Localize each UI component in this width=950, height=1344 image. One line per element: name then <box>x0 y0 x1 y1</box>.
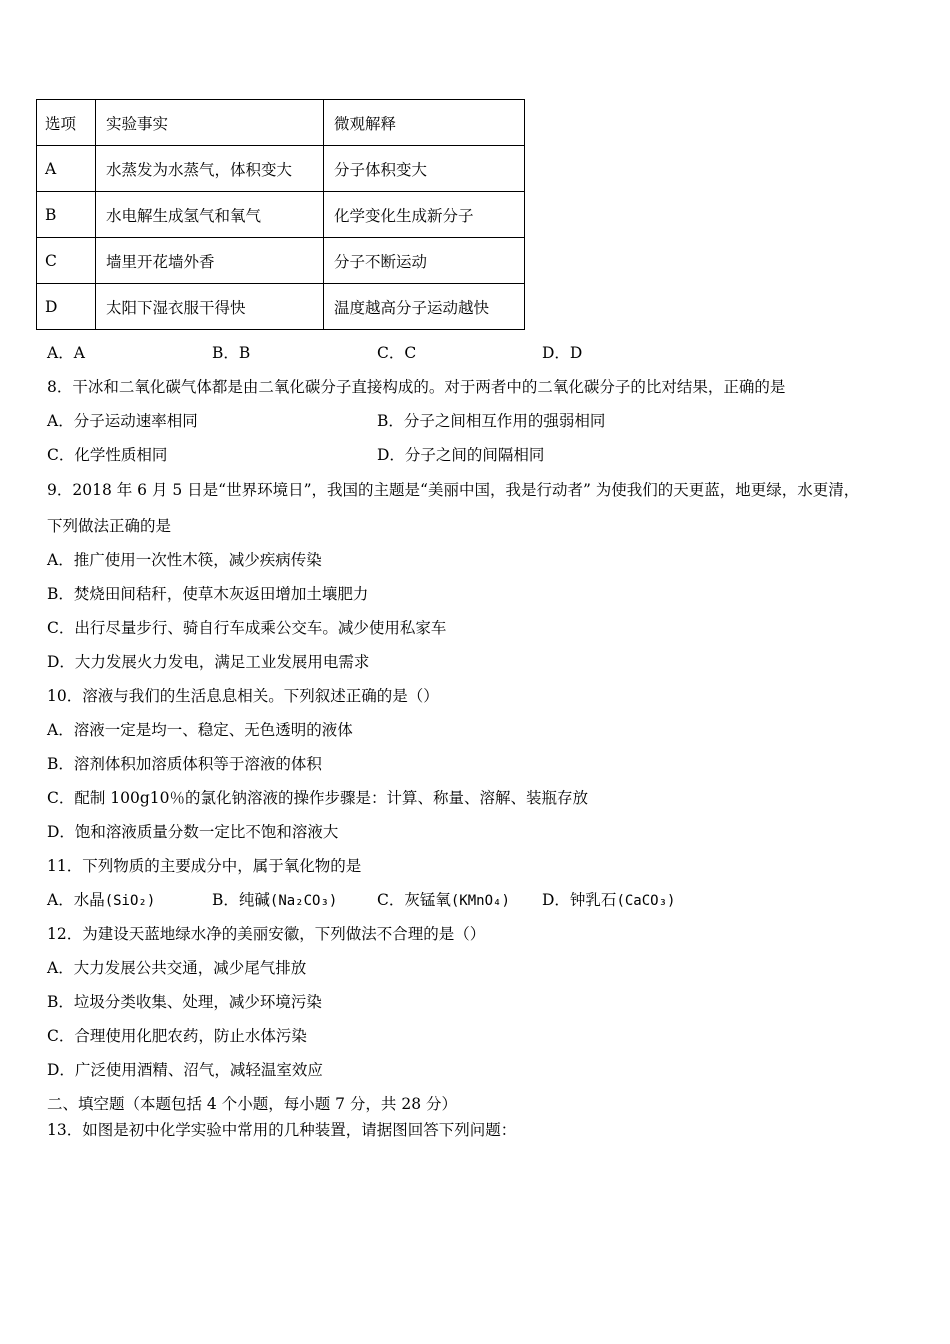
q7-choice-b: B．B <box>212 344 251 362</box>
table-cell: 温度越高分子运动越快 <box>324 284 525 330</box>
q8-option-c: C．化学性质相同 <box>47 446 168 464</box>
q9-option-a: A．推广使用一次性木筷，减少疾病传染 <box>47 551 322 569</box>
q11-option-d-formula: (CaCO₃) <box>616 893 676 909</box>
q11-stem: 11．下列物质的主要成分中，属于氧化物的是 <box>47 857 362 875</box>
q9-option-d: D．大力发展火力发电，满足工业发展用电需求 <box>47 653 370 671</box>
table-row <box>37 284 525 330</box>
q11-option-b-label: B．纯碱 <box>212 891 270 909</box>
q12-option-d: D．广泛使用酒精、沼气，减轻温室效应 <box>47 1061 323 1079</box>
q11-option-c <box>377 888 510 910</box>
q12-stem: 12．为建设天蓝地绿水净的美丽安徽，下列做法不合理的是（） <box>47 925 486 943</box>
q11-option-b-formula: (Na₂CO₃) <box>269 893 338 909</box>
q11-option-d-label: D．钟乳石 <box>542 891 617 909</box>
q10-option-b: B．溶剂体积加溶质体积等于溶液的体积 <box>47 755 322 773</box>
table-cell: 水电解生成氢气和氧气 <box>96 192 324 238</box>
q11-option-b <box>212 888 337 910</box>
q11-option-a <box>47 888 155 910</box>
q8-option-d: D．分子之间的间隔相同 <box>377 446 545 464</box>
table-header-cell: 选项 <box>37 100 96 146</box>
q9-stem-line2: 下列做法正确的是 <box>47 517 172 535</box>
q13-stem: 13．如图是初中化学实验中常用的几种装置，请据图回答下列问题： <box>47 1121 517 1139</box>
table-row <box>37 192 525 238</box>
q8-option-a: A．分子运动速率相同 <box>47 412 198 430</box>
q8-option-b: B．分子之间相互作用的强弱相同 <box>377 412 606 430</box>
q7-table <box>36 99 525 330</box>
table-cell: D <box>37 284 96 330</box>
table-header-cell: 实验事实 <box>96 100 324 146</box>
table-header-cell: 微观解释 <box>324 100 525 146</box>
q9-stem-line1: 9．2018 年 6 月 5 日是“世界环境日”，我国的主题是“美丽中国，我是行动者” 为使我们的天更蓝，地更绿，水更清， <box>47 481 860 499</box>
q10-option-c: C．配制 100g10％的氯化钠溶液的操作步骤是：计算、称量、溶解、装瓶存放 <box>47 789 589 807</box>
q11-option-a-label: A．水晶 <box>47 891 105 909</box>
section-title: 二、填空题（本题包括 4 个小题，每小题 7 分，共 28 分） <box>47 1095 458 1113</box>
table-cell: 太阳下湿衣服干得快 <box>96 284 324 330</box>
q11-option-a-formula: (SiO₂) <box>104 893 156 909</box>
table-cell: 墙里开花墙外香 <box>96 238 324 284</box>
q10-option-d: D．饱和溶液质量分数一定比不饱和溶液大 <box>47 823 339 841</box>
q10-option-a: A．溶液一定是均一、稳定、无色透明的液体 <box>47 721 353 739</box>
q8-stem: 8．干冰和二氧化碳气体都是由二氧化碳分子直接构成的。对于两者中的二氧化碳分子的比对结果，正确的是 <box>47 378 786 396</box>
table-cell: 分子不断运动 <box>324 238 525 284</box>
q7-choice-c: C．C <box>377 344 417 362</box>
q12-option-a: A．大力发展公共交通，减少尾气排放 <box>47 959 307 977</box>
q9-option-b: B．焚烧田间秸秆，使草木灰返田增加土壤肥力 <box>47 585 369 603</box>
q10-stem: 10．溶液与我们的生活息息相关。下列叙述正确的是（） <box>47 687 439 705</box>
table-cell: B <box>37 192 96 238</box>
table-cell: 化学变化生成新分子 <box>324 192 525 238</box>
table-cell: A <box>37 146 96 192</box>
q12-option-c: C．合理使用化肥农药，防止水体污染 <box>47 1027 307 1045</box>
table-row <box>37 238 525 284</box>
table-cell: 分子体积变大 <box>324 146 525 192</box>
q11-option-c-formula: (KMnO₄) <box>450 893 510 909</box>
q11-option-d <box>542 888 675 910</box>
q7-choice-a: A．A <box>47 344 85 362</box>
q9-option-c: C．出行尽量步行、骑自行车成乘公交车。减少使用私家车 <box>47 619 447 637</box>
q12-option-b: B．垃圾分类收集、处理，减少环境污染 <box>47 993 322 1011</box>
q11-option-c-label: C．灰锰氧 <box>377 891 451 909</box>
table-header-row <box>37 100 525 146</box>
table-cell: C <box>37 238 96 284</box>
table-cell: 水蒸发为水蒸气，体积变大 <box>96 146 324 192</box>
q7-choice-d: D．D <box>542 344 583 362</box>
table-row <box>37 146 525 192</box>
